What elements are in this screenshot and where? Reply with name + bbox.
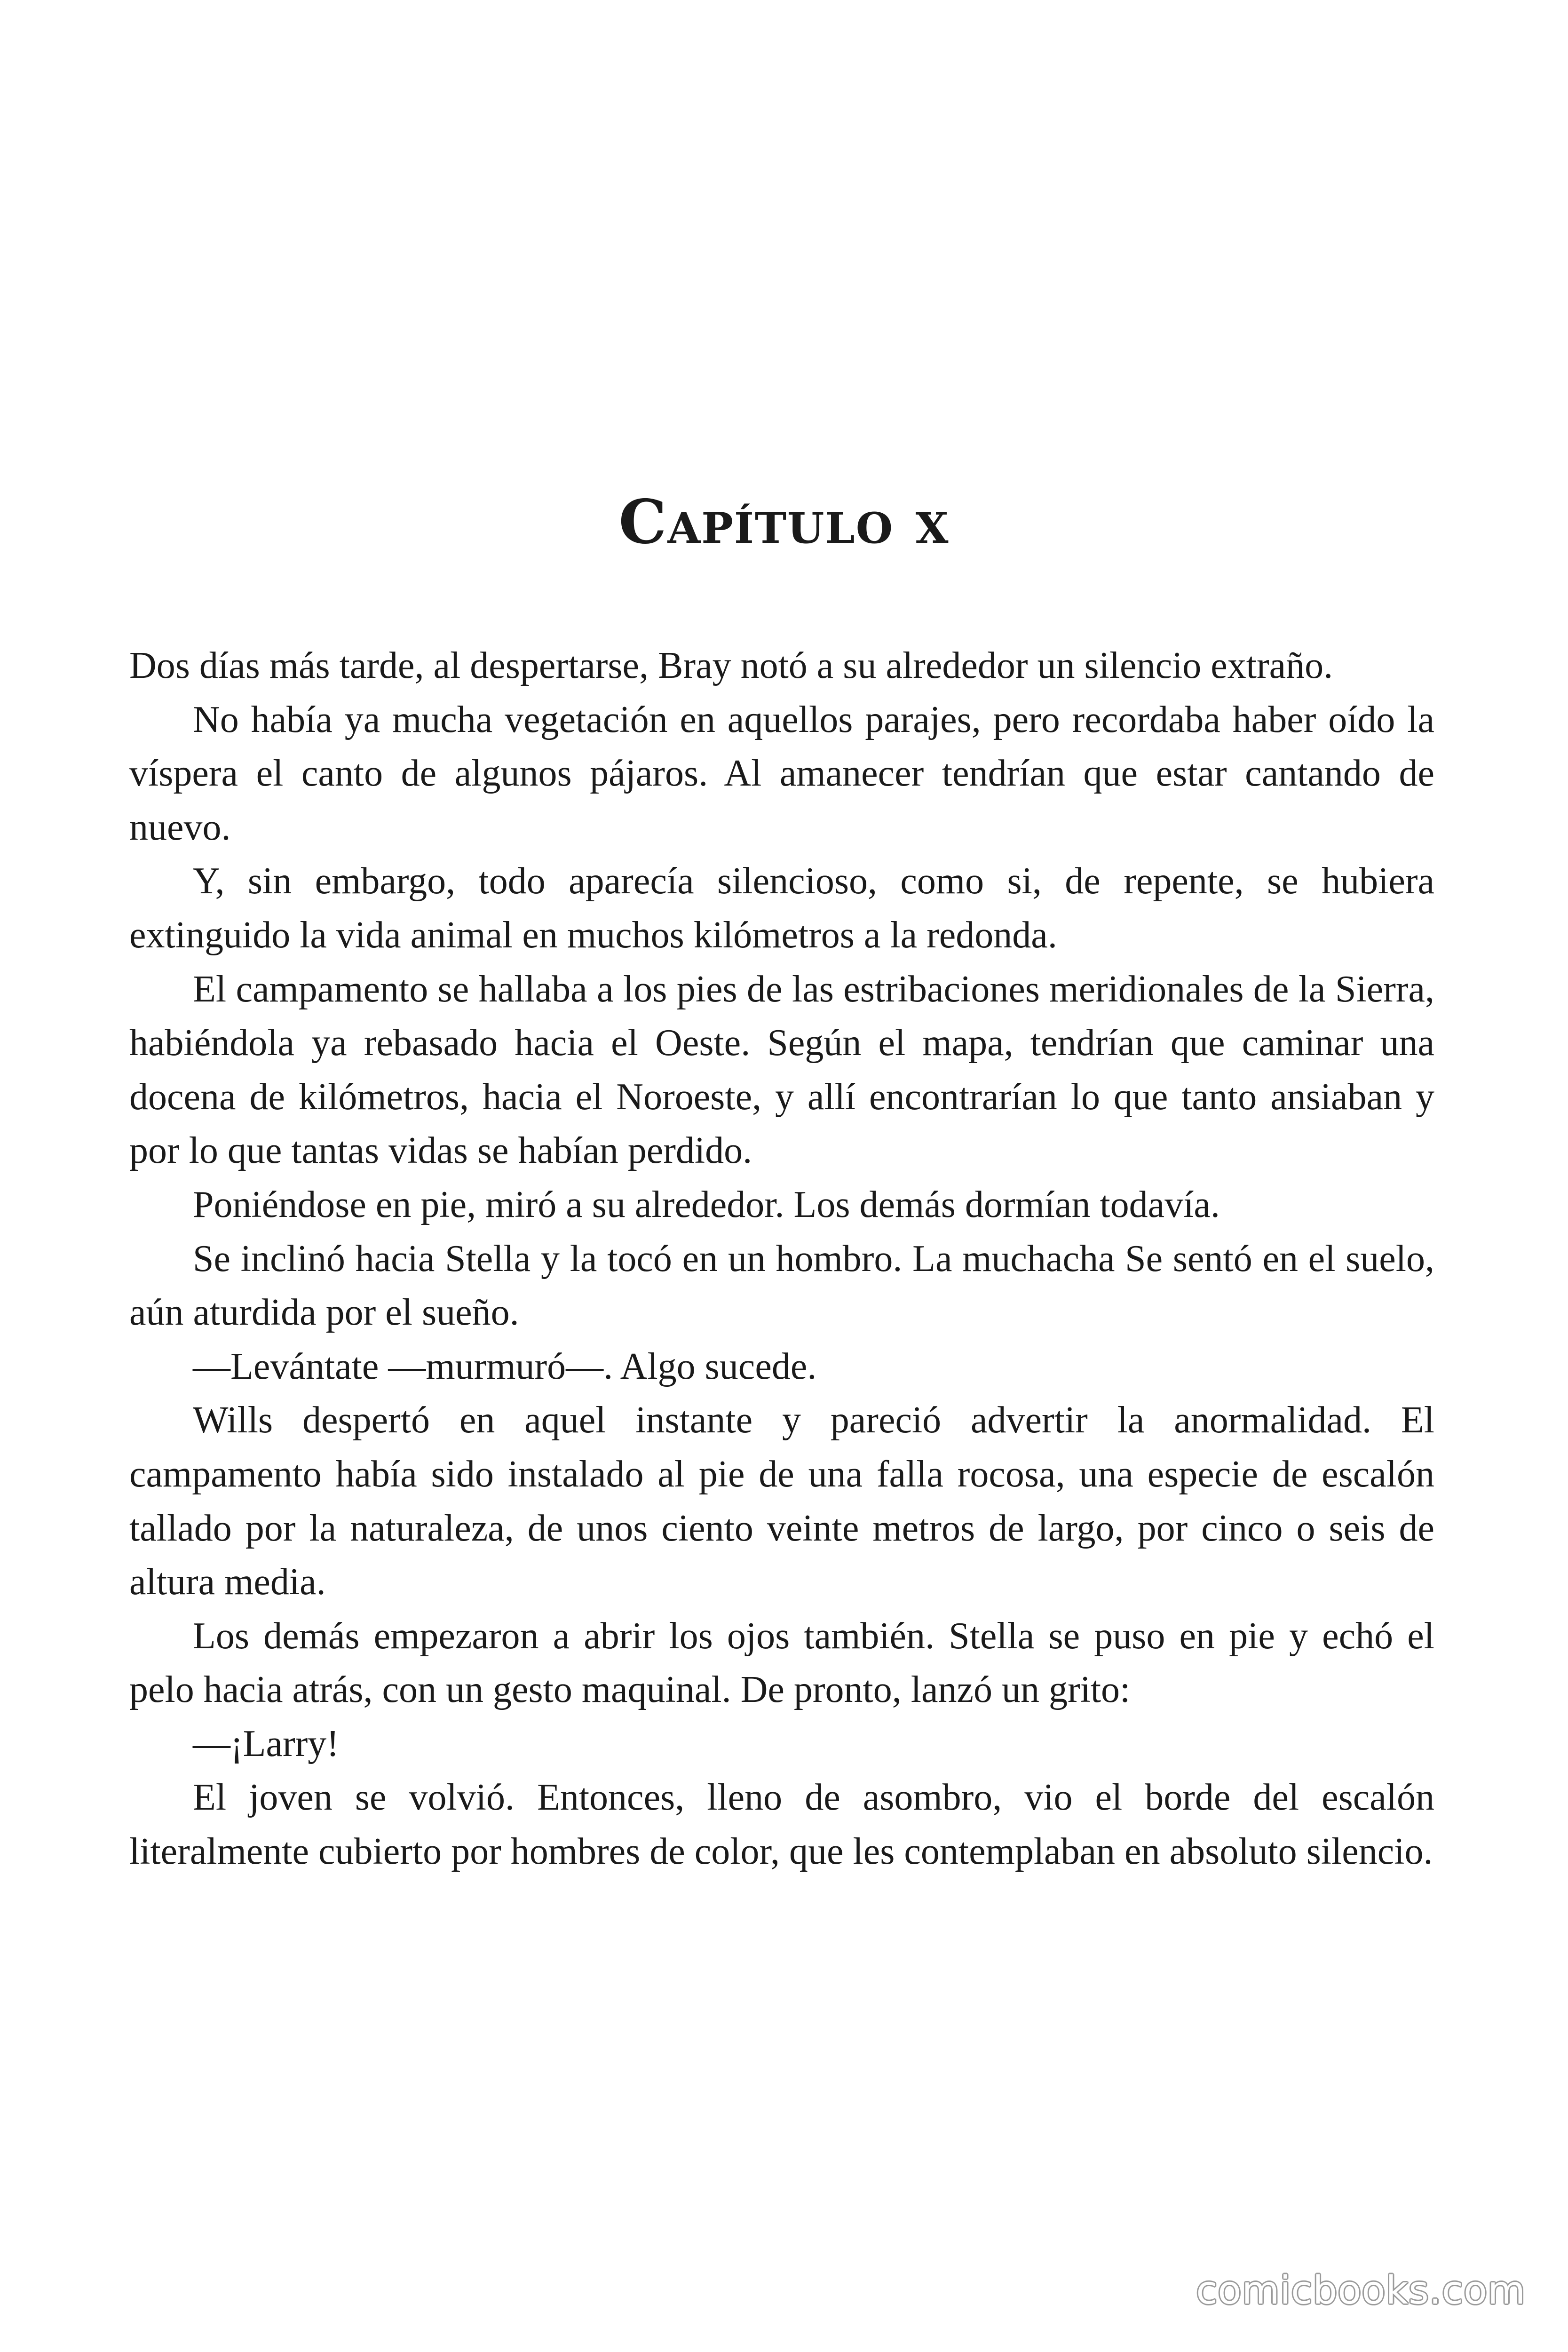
paragraph: Y, sin embargo, todo aparecía silencioso, como si, de repente, se hubiera extinguido la vida animal en muchos kilómetros a la redonda. [129,860,1434,956]
paragraph: Los demás empezaron a abrir los ojos también. Stella se puso en pie y echó el pelo hacia atrás, con un gesto maquinal. De pronto, lanzó un grito: [129,1615,1434,1711]
paragraph: Se inclinó hacia Stella y la tocó en un hombro. La muchacha Se sentó en el suelo, aún aturdida por el sueño. [129,1238,1434,1334]
watermark: comicbooks.com [1196,2268,1526,2313]
paragraph: No había ya mucha vegetación en aquellos parajes, pero recordaba haber oído la víspera el canto de algunos pájaros. Al amanecer tendrían que estar cantando de nuevo. [129,699,1434,848]
paragraph: El joven se volvió. Entonces, lleno de asombro, vio el borde del escalón literalmente cubierto por hombres de color, que les contemplaban en absoluto silencio. [129,1777,1434,1873]
paragraph: Wills despertó en aquel instante y pareció advertir la anormalidad. El campamento había sido instalado al pie de una falla rocosa, una especie de escalón tallado por la naturaleza, de unos ciento veinte metros de largo, por cinco o seis de altura media. [129,1399,1434,1603]
dialogue-line: —Levántate —murmuró—. Algo sucede. [193,1345,817,1387]
dialogue-line: —¡Larry! [193,1723,339,1764]
paragraph: Poniéndose en pie, miró a su alrededor. Los demás dormían todavía. [193,1184,1220,1225]
paragraph: El campamento se hallaba a los pies de las estribaciones meridionales de la Sierra, habiéndola ya rebasado hacia el Oeste. Según el mapa, tendrían que caminar una docena de kilómetros, hacia el Noroeste, y allí encontrarían lo que tanto ansiaban y por lo que tantas vidas se habían perdido. [129,968,1434,1172]
chapter-title: Capítulo x [618,486,950,557]
chapter-body [129,639,1434,1879]
paragraph: Dos días más tarde, al despertarse, Bray notó a su alrededor un silencio extraño. [129,645,1333,686]
